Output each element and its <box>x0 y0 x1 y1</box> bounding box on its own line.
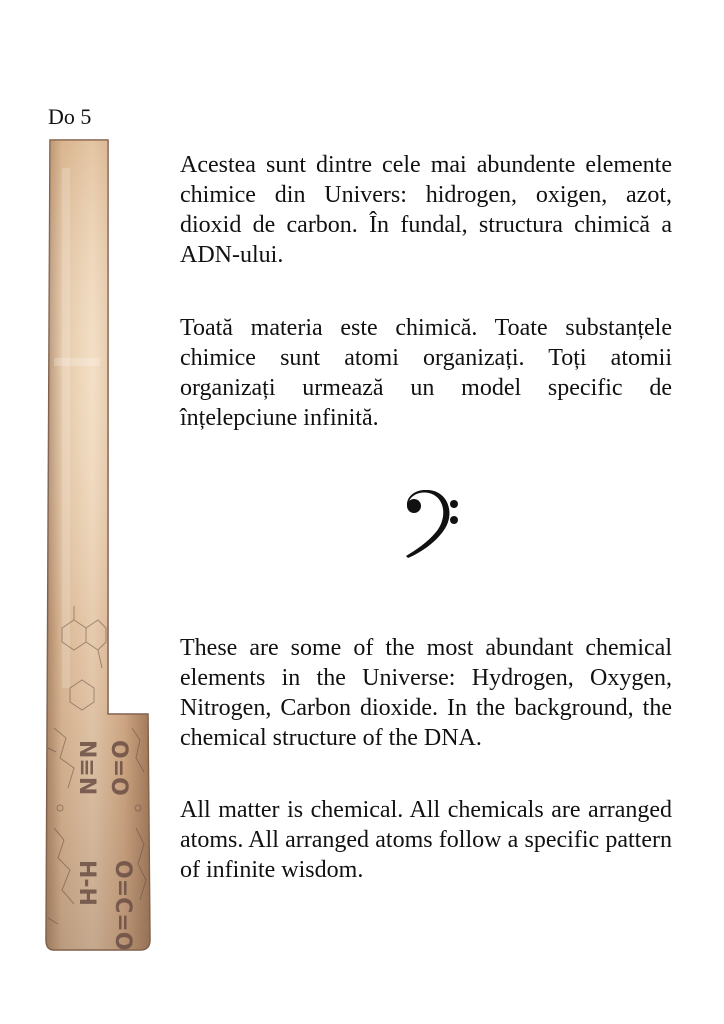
page-label: Do 5 <box>48 104 92 129</box>
svg-text:O=O: O=O <box>106 740 131 796</box>
engraved-brass-strip-dna-icon <box>40 128 160 958</box>
svg-text:O=C=O: O=C=O <box>110 860 135 951</box>
svg-text:N≡N: N≡N <box>74 740 99 796</box>
romanian-paragraph-2: Toată materia este chimică. Toate substanțele chimice sunt atomi organizați. Toți atomii organizați urmează un model specific de înțelepciune infinită. <box>180 315 672 431</box>
bass-clef-icon <box>402 490 462 560</box>
english-paragraph-2: All matter is chemical. All chemicals are arranged atoms. All arranged atoms follow a specific pattern of infinite wisdom. <box>180 797 672 883</box>
svg-text:H-H: H-H <box>74 860 99 906</box>
romanian-paragraph-1: Acestea sunt dintre cele mai abundente elemente chimice din Univers: hidrogen, oxigen, azot, dioxid de carbon. În fundal, structura chimică a ADN-ului. <box>180 152 672 268</box>
english-paragraph-1: These are some of the most abundant chemical elements in the Universe: Hydrogen, Oxygen, Nitrogen, Carbon dioxide. In the background, the chemical structure of the DNA. <box>180 635 672 751</box>
